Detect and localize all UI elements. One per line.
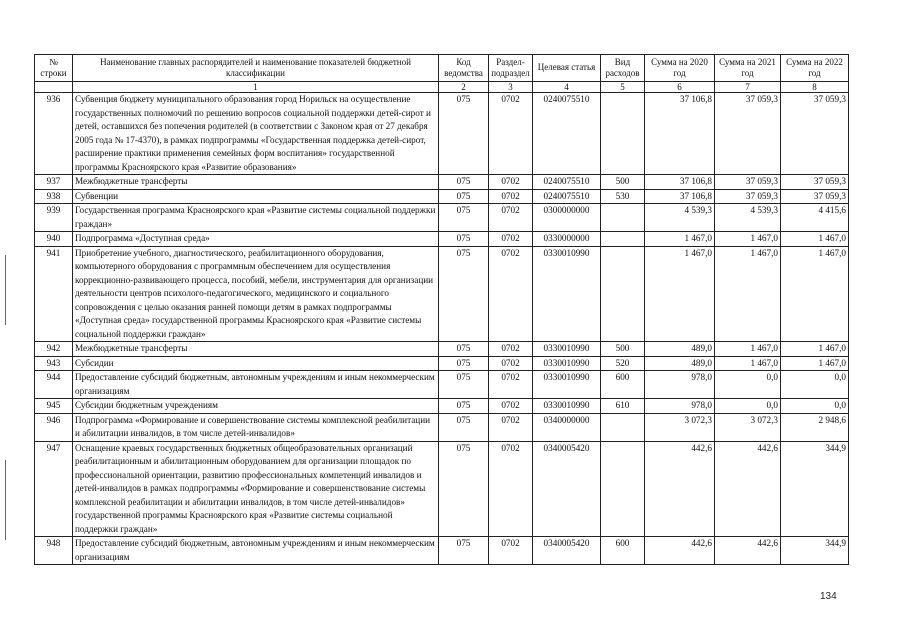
row-line-no: 945 — [35, 399, 73, 414]
row-sum-2021: 1 467,0 — [715, 356, 781, 371]
row-sum-2022: 1 467,0 — [781, 356, 849, 371]
row-expense-type: 600 — [601, 371, 645, 399]
row-line-no: 940 — [35, 232, 73, 247]
row-sum-2020: 37 106,8 — [645, 189, 715, 204]
table-row — [35, 537, 849, 565]
table-row — [35, 93, 849, 175]
row-line-no: 943 — [35, 356, 73, 371]
row-name: Государственная программа Красноярского края «Развитие системы социальной поддержки граждан» — [73, 204, 439, 232]
row-name: Оснащение краевых государственных бюджетных общеобразовательных организаций реабилитационным и абилитационным оборудованием для организации площадок по профессиональной ориентации, развитию профессиональных компетенций инвалидов и детей-инвалидов в рамках подпрограммы «Формирование и совершенствование системы комплексной реабилитации и абилитации инвалидов, в том числе детей-инвалидов» государственной программы Красноярского края «Развитие системы социальной поддержки граждан» — [73, 441, 439, 537]
row-line-no: 947 — [35, 441, 73, 537]
row-dept-code: 075 — [439, 399, 489, 414]
row-expense-type: 500 — [601, 175, 645, 190]
row-sum-2020: 4 539,3 — [645, 204, 715, 232]
row-dept-code: 075 — [439, 356, 489, 371]
row-expense-type — [601, 413, 645, 441]
header-line-no: № строки — [35, 55, 73, 82]
row-section: 0702 — [489, 342, 533, 357]
row-line-no: 939 — [35, 204, 73, 232]
row-sum-2022: 37 059,3 — [781, 189, 849, 204]
row-dept-code: 075 — [439, 342, 489, 357]
row-line-no: 944 — [35, 371, 73, 399]
table-row — [35, 441, 849, 537]
column-number-row — [35, 82, 849, 93]
row-sum-2021: 37 059,3 — [715, 189, 781, 204]
scan-margin-mark — [5, 255, 6, 325]
column-number: 4 — [533, 82, 601, 93]
row-sum-2022: 1 467,0 — [781, 342, 849, 357]
row-line-no: 936 — [35, 93, 73, 175]
row-sum-2020: 442,6 — [645, 537, 715, 565]
row-dept-code: 075 — [439, 93, 489, 175]
row-section: 0702 — [489, 441, 533, 537]
row-dept-code: 075 — [439, 413, 489, 441]
row-section: 0702 — [489, 356, 533, 371]
row-target-article: 0330010990 — [533, 342, 601, 357]
column-number: 7 — [715, 82, 781, 93]
row-section: 0702 — [489, 232, 533, 247]
column-number: 1 — [73, 82, 439, 93]
row-expense-type: 500 — [601, 342, 645, 357]
row-dept-code: 075 — [439, 246, 489, 342]
row-expense-type: 610 — [601, 399, 645, 414]
row-expense-type: 600 — [601, 537, 645, 565]
row-sum-2022: 1 467,0 — [781, 246, 849, 342]
row-target-article: 0330010990 — [533, 356, 601, 371]
row-sum-2022: 37 059,3 — [781, 175, 849, 190]
row-name: Субвенции — [73, 189, 439, 204]
table-row — [35, 204, 849, 232]
row-sum-2021: 1 467,0 — [715, 246, 781, 342]
row-target-article: 0340005420 — [533, 441, 601, 537]
row-sum-2022: 0,0 — [781, 371, 849, 399]
row-name: Субсидии бюджетным учреждениям — [73, 399, 439, 414]
row-name: Субсидии — [73, 356, 439, 371]
row-target-article: 0240075510 — [533, 189, 601, 204]
table-body — [35, 93, 849, 565]
row-dept-code: 075 — [439, 204, 489, 232]
row-name: Предоставление субсидий бюджетным, автономным учреждениям и иным некоммерческим организациям — [73, 371, 439, 399]
row-section: 0702 — [489, 246, 533, 342]
row-dept-code: 075 — [439, 189, 489, 204]
row-name: Межбюджетные трансферты — [73, 342, 439, 357]
row-target-article: 0330010990 — [533, 399, 601, 414]
row-sum-2020: 489,0 — [645, 342, 715, 357]
row-target-article: 0330010990 — [533, 246, 601, 342]
row-sum-2021: 1 467,0 — [715, 232, 781, 247]
row-sum-2021: 1 467,0 — [715, 342, 781, 357]
header-sum-2022: Сумма на 2022 год — [781, 55, 849, 82]
row-sum-2020: 37 106,8 — [645, 175, 715, 190]
column-number: 6 — [645, 82, 715, 93]
row-sum-2020: 978,0 — [645, 371, 715, 399]
row-dept-code: 075 — [439, 175, 489, 190]
table-row — [35, 189, 849, 204]
row-sum-2022: 1 467,0 — [781, 232, 849, 247]
table-row — [35, 399, 849, 414]
row-name: Межбюджетные трансферты — [73, 175, 439, 190]
row-expense-type: 520 — [601, 356, 645, 371]
table-row — [35, 246, 849, 342]
row-sum-2021: 0,0 — [715, 399, 781, 414]
row-line-no: 948 — [35, 537, 73, 565]
table-row — [35, 371, 849, 399]
row-target-article: 0330010990 — [533, 371, 601, 399]
row-section: 0702 — [489, 371, 533, 399]
column-number: 2 — [439, 82, 489, 93]
budget-table — [34, 54, 849, 565]
row-expense-type — [601, 232, 645, 247]
row-line-no: 937 — [35, 175, 73, 190]
header-name: Наименование главных распорядителей и наименование показателей бюджетной классификации — [73, 55, 439, 82]
row-sum-2021: 37 059,3 — [715, 93, 781, 175]
row-sum-2020: 489,0 — [645, 356, 715, 371]
row-line-no: 942 — [35, 342, 73, 357]
row-target-article: 0340000000 — [533, 413, 601, 441]
row-sum-2020: 3 072,3 — [645, 413, 715, 441]
column-number: 8 — [781, 82, 849, 93]
header-row — [35, 55, 849, 82]
row-sum-2020: 1 467,0 — [645, 246, 715, 342]
row-target-article: 0240075510 — [533, 93, 601, 175]
row-line-no: 941 — [35, 246, 73, 342]
table-row — [35, 175, 849, 190]
table-row — [35, 413, 849, 441]
row-section: 0702 — [489, 399, 533, 414]
row-sum-2020: 37 106,8 — [645, 93, 715, 175]
row-sum-2022: 37 059,3 — [781, 93, 849, 175]
row-line-no: 946 — [35, 413, 73, 441]
row-sum-2022: 2 948,6 — [781, 413, 849, 441]
table-row — [35, 342, 849, 357]
row-dept-code: 075 — [439, 441, 489, 537]
row-sum-2021: 442,6 — [715, 537, 781, 565]
scan-margin-mark — [5, 460, 6, 540]
row-sum-2020: 978,0 — [645, 399, 715, 414]
row-dept-code: 075 — [439, 371, 489, 399]
row-sum-2020: 1 467,0 — [645, 232, 715, 247]
row-expense-type — [601, 441, 645, 537]
row-name: Субвенция бюджету муниципального образования город Норильск на осуществление государственных полномочий по решению вопросов социальной поддержки детей-сирот и детей, оставшихся без попечения родителей (в соответствии с Законом края от 27 декабря 2005 года № 17-4370), в рамках подпрограммы «Государственная поддержка детей-сирот, расширение практики применения семейных форм воспитания» государственной программы Красноярского края «Развитие образования» — [73, 93, 439, 175]
header-target-article: Целевая статья — [533, 55, 601, 82]
row-section: 0702 — [489, 413, 533, 441]
row-dept-code: 075 — [439, 232, 489, 247]
row-expense-type — [601, 246, 645, 342]
row-dept-code: 075 — [439, 537, 489, 565]
header-sum-2021: Сумма на 2021 год — [715, 55, 781, 82]
row-sum-2022: 0,0 — [781, 399, 849, 414]
row-section: 0702 — [489, 189, 533, 204]
table-row — [35, 232, 849, 247]
column-number: 5 — [601, 82, 645, 93]
row-target-article: 0240075510 — [533, 175, 601, 190]
row-section: 0702 — [489, 175, 533, 190]
row-expense-type — [601, 204, 645, 232]
row-target-article: 0300000000 — [533, 204, 601, 232]
row-expense-type: 530 — [601, 189, 645, 204]
header-sum-2020: Сумма на 2020 год — [645, 55, 715, 82]
column-number: 3 — [489, 82, 533, 93]
row-name: Подпрограмма «Доступная среда» — [73, 232, 439, 247]
row-line-no: 938 — [35, 189, 73, 204]
row-sum-2021: 0,0 — [715, 371, 781, 399]
header-dept-code: Код ведомства — [439, 55, 489, 82]
row-sum-2021: 442,6 — [715, 441, 781, 537]
row-section: 0702 — [489, 537, 533, 565]
row-section: 0702 — [489, 93, 533, 175]
row-sum-2021: 3 072,3 — [715, 413, 781, 441]
row-sum-2021: 4 539,3 — [715, 204, 781, 232]
column-number — [35, 82, 73, 93]
row-target-article: 0340005420 — [533, 537, 601, 565]
page-number: 134 — [820, 591, 837, 602]
row-sum-2022: 4 415,6 — [781, 204, 849, 232]
row-name: Предоставление субсидий бюджетным, автономным учреждениям и иным некоммерческим организациям — [73, 537, 439, 565]
row-expense-type — [601, 93, 645, 175]
header-section: Раздел-подраздел — [489, 55, 533, 82]
row-target-article: 0330000000 — [533, 232, 601, 247]
row-sum-2021: 37 059,3 — [715, 175, 781, 190]
row-name: Приобретение учебного, диагностического, реабилитационного оборудования, компьютерного оборудования с программным обеспечением для осуществления коррекционно-развивающего процесса, пособий, мебели, инструментария для организации деятельности центров психолого-педагогического, медицинского и социального сопровождения с целью оказания ранней помощи детям в рамках подпрограммы «Доступная среда» государственной программы Красноярского края «Развитие системы социальной поддержки граждан» — [73, 246, 439, 342]
row-sum-2022: 344,9 — [781, 441, 849, 537]
header-expense-type: Вид расходов — [601, 55, 645, 82]
table-row — [35, 356, 849, 371]
row-name: Подпрограмма «Формирование и совершенствование системы комплексной реабилитации и абилитации инвалидов, в том числе детей-инвалидов» — [73, 413, 439, 441]
row-section: 0702 — [489, 204, 533, 232]
row-sum-2022: 344,9 — [781, 537, 849, 565]
row-sum-2020: 442,6 — [645, 441, 715, 537]
